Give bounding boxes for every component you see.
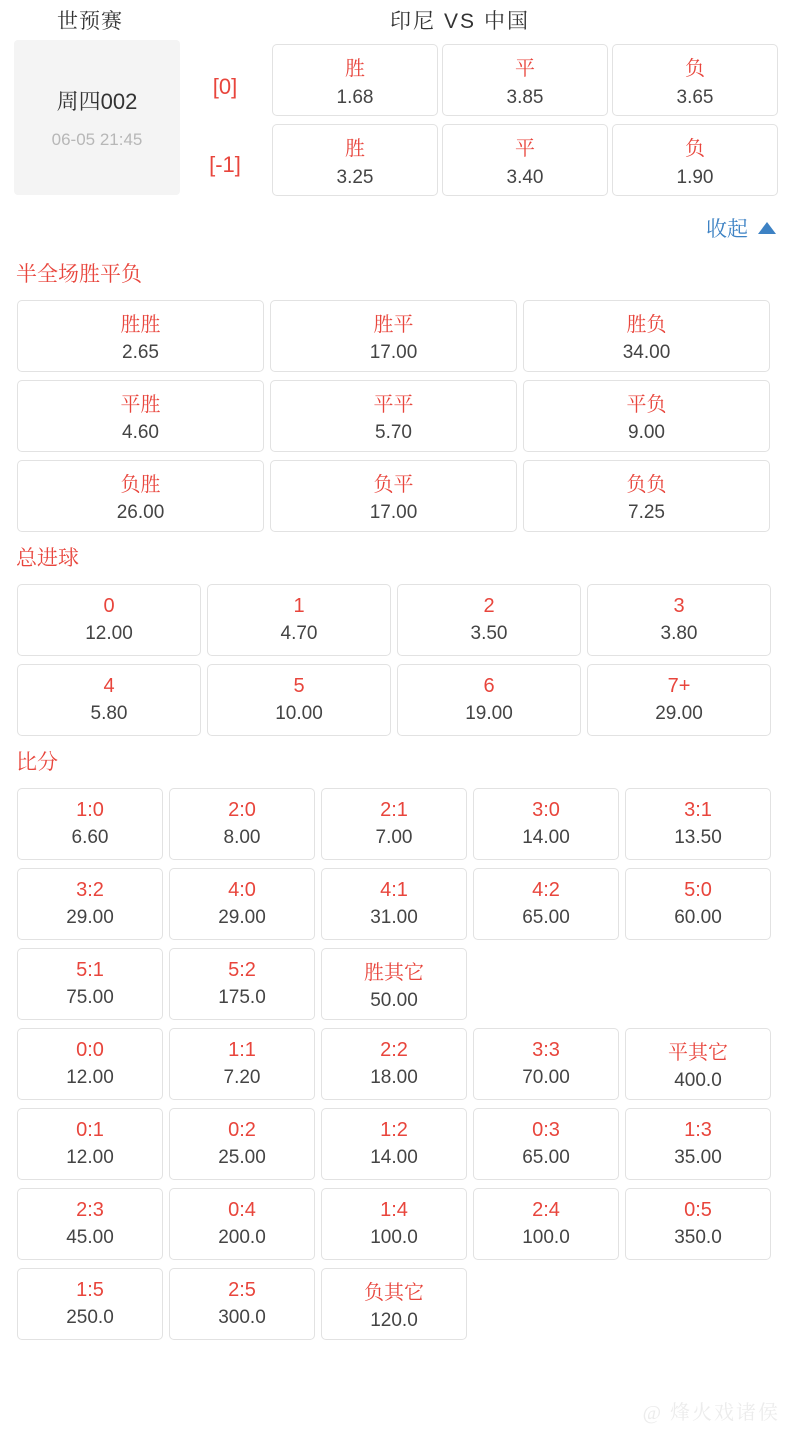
odds-label: 0:2 <box>228 1119 256 1141</box>
odds-option-cell[interactable] <box>397 664 581 736</box>
odds-option-cell[interactable] <box>625 1028 771 1100</box>
odds-option-cell[interactable] <box>625 1108 771 1180</box>
odds-label: 平其它 <box>668 1042 728 1064</box>
odds-label: 平 <box>515 57 535 80</box>
collapse-toggle[interactable] <box>0 204 800 252</box>
odds-option-cell[interactable] <box>169 948 315 1020</box>
matchup-title <box>180 5 800 35</box>
odds-label: 1:4 <box>380 1199 408 1221</box>
odds-label: 平胜 <box>120 394 161 416</box>
odds-value: 1.68 <box>336 86 374 108</box>
odds-option-cell[interactable] <box>17 460 264 532</box>
odds-value: 12.00 <box>85 623 133 644</box>
section-title: 比分 <box>16 751 58 774</box>
odds-label: 负 <box>685 57 705 80</box>
odds-cell-lose-1[interactable] <box>612 124 778 196</box>
odds-cell-win-0[interactable] <box>272 44 438 116</box>
odds-value: 65.00 <box>522 907 570 928</box>
collapse-label: 收起 <box>706 218 748 241</box>
odds-label: 平负 <box>626 394 667 416</box>
section-grid <box>0 296 800 536</box>
main-odds-block <box>0 40 800 204</box>
odds-label: 1:3 <box>684 1119 712 1141</box>
odds-label: 5:1 <box>76 959 104 981</box>
odds-value: 25.00 <box>218 1147 266 1168</box>
odds-label: 0:5 <box>684 1199 712 1221</box>
odds-label: 胜平 <box>373 314 414 336</box>
odds-option-cell[interactable] <box>17 948 163 1020</box>
odds-label: 3:3 <box>532 1039 560 1061</box>
odds-value: 14.00 <box>522 827 570 848</box>
vs-label: VS <box>443 10 476 33</box>
odds-option-cell[interactable] <box>625 868 771 940</box>
odds-cell-draw-0[interactable] <box>442 44 608 116</box>
odds-option-cell[interactable] <box>473 788 619 860</box>
section-grid <box>0 784 800 1344</box>
odds-label: 5:0 <box>684 879 712 901</box>
odds-label: 2 <box>483 595 495 617</box>
odds-value: 300.0 <box>218 1307 266 1328</box>
match-info-card <box>14 40 180 195</box>
odds-option-cell[interactable] <box>17 868 163 940</box>
match-number: 周四002 <box>56 89 138 114</box>
away-team: 中国 <box>484 10 530 33</box>
odds-value: 14.00 <box>370 1147 418 1168</box>
odds-value: 250.0 <box>66 1307 114 1328</box>
section-grid <box>0 580 800 740</box>
odds-option-cell[interactable] <box>321 1028 467 1100</box>
odds-option-cell[interactable] <box>17 1188 163 1260</box>
odds-option-cell[interactable] <box>17 300 264 372</box>
odds-option-cell[interactable] <box>17 1108 163 1180</box>
odds-label: 4:2 <box>532 879 560 901</box>
odds-option-cell[interactable] <box>169 1188 315 1260</box>
odds-value: 70.00 <box>522 1067 570 1088</box>
odds-row-0 <box>270 40 780 120</box>
odds-label: 2:1 <box>380 799 408 821</box>
odds-option-cell[interactable] <box>587 664 771 736</box>
handicap-row-0: [0] <box>212 74 238 99</box>
odds-row-1 <box>270 120 780 200</box>
odds-label: 负其它 <box>364 1282 424 1304</box>
odds-value: 3.85 <box>506 86 544 108</box>
odds-option-cell[interactable] <box>523 300 770 372</box>
match-datetime: 06-05 21:45 <box>51 130 143 149</box>
odds-value: 13.50 <box>674 827 722 848</box>
odds-value: 17.00 <box>369 342 418 363</box>
odds-value: 100.0 <box>522 1227 570 1248</box>
odds-label: 4:0 <box>228 879 256 901</box>
odds-option-cell[interactable] <box>169 1108 315 1180</box>
odds-label: 4:1 <box>380 879 408 901</box>
chevron-up-icon <box>758 222 776 234</box>
odds-option-cell[interactable] <box>169 788 315 860</box>
odds-option-cell[interactable] <box>17 1028 163 1100</box>
odds-option-cell[interactable] <box>321 868 467 940</box>
odds-option-cell[interactable] <box>587 584 771 656</box>
odds-value: 35.00 <box>674 1147 722 1168</box>
odds-value: 3.25 <box>336 166 374 188</box>
odds-value: 31.00 <box>370 907 418 928</box>
odds-label: 负负 <box>626 474 667 496</box>
odds-label: 胜负 <box>626 314 667 336</box>
odds-label: 4 <box>103 675 115 697</box>
odds-option-cell[interactable] <box>17 584 201 656</box>
odds-option-cell[interactable] <box>321 1108 467 1180</box>
odds-option-cell[interactable] <box>270 460 517 532</box>
odds-option-cell[interactable] <box>625 1188 771 1260</box>
odds-value: 12.00 <box>66 1147 114 1168</box>
odds-option-cell[interactable] <box>270 300 517 372</box>
odds-label: 胜 <box>345 57 365 80</box>
odds-label: 负 <box>685 137 705 160</box>
odds-label: 胜其它 <box>364 962 424 984</box>
odds-value: 18.00 <box>370 1067 418 1088</box>
odds-value: 350.0 <box>674 1227 722 1248</box>
odds-label: 1 <box>293 595 305 617</box>
section-title: 总进球 <box>16 547 79 570</box>
odds-option-cell[interactable] <box>523 460 770 532</box>
odds-label: 2:2 <box>380 1039 408 1061</box>
odds-label: 0:1 <box>76 1119 104 1141</box>
odds-option-cell[interactable] <box>169 868 315 940</box>
odds-option-cell[interactable] <box>473 1188 619 1260</box>
odds-value: 19.00 <box>465 703 513 724</box>
odds-option-cell[interactable] <box>169 1268 315 1340</box>
handicap-column <box>180 40 270 204</box>
odds-value: 120.0 <box>370 1310 418 1331</box>
handicap-row-1: [-1] <box>209 152 241 177</box>
odds-option-cell[interactable] <box>473 1108 619 1180</box>
page-header <box>0 0 800 40</box>
markets-container <box>0 252 800 1344</box>
odds-value: 17.00 <box>369 502 418 523</box>
odds-label: 平 <box>515 137 535 160</box>
odds-value: 6.60 <box>71 827 109 848</box>
odds-option-cell[interactable] <box>473 868 619 940</box>
odds-value: 3.50 <box>470 623 508 644</box>
odds-option-cell[interactable] <box>17 1268 163 1340</box>
odds-value: 7.25 <box>628 502 665 523</box>
odds-value: 200.0 <box>218 1227 266 1248</box>
odds-label: 胜胜 <box>120 314 161 336</box>
odds-value: 7.00 <box>375 827 413 848</box>
odds-value: 1.90 <box>676 166 714 188</box>
odds-value: 5.70 <box>375 422 412 443</box>
odds-value: 29.00 <box>655 703 703 724</box>
odds-value: 2.65 <box>122 342 159 363</box>
odds-option-cell[interactable] <box>207 584 391 656</box>
home-team: 印尼 <box>389 10 436 33</box>
odds-label: 6 <box>483 675 495 697</box>
odds-option-cell[interactable] <box>321 788 467 860</box>
odds-label: 0:0 <box>76 1039 104 1061</box>
odds-option-cell[interactable] <box>169 1028 315 1100</box>
odds-option-cell[interactable] <box>270 380 517 452</box>
odds-value: 5.80 <box>90 703 128 724</box>
odds-value: 12.00 <box>66 1067 114 1088</box>
odds-label: 负胜 <box>120 474 161 496</box>
odds-label: 0:3 <box>532 1119 560 1141</box>
odds-cell-draw-1[interactable] <box>442 124 608 196</box>
odds-value: 29.00 <box>218 907 266 928</box>
odds-label: 1:0 <box>76 799 104 821</box>
odds-option-cell[interactable] <box>17 664 201 736</box>
odds-label: 0:4 <box>228 1199 256 1221</box>
odds-value: 65.00 <box>522 1147 570 1168</box>
odds-value: 3.80 <box>660 623 698 644</box>
odds-value: 400.0 <box>674 1070 722 1091</box>
odds-option-cell[interactable] <box>523 380 770 452</box>
odds-option-cell[interactable] <box>207 664 391 736</box>
odds-value: 175.0 <box>218 987 266 1008</box>
odds-label: 2:5 <box>228 1279 256 1301</box>
odds-value: 34.00 <box>622 342 671 363</box>
grid-spacer <box>473 948 619 1020</box>
odds-label: 3:0 <box>532 799 560 821</box>
odds-label: 1:2 <box>380 1119 408 1141</box>
league-name: 世预赛 <box>57 10 123 33</box>
odds-label: 3:1 <box>684 799 712 821</box>
odds-option-cell[interactable] <box>17 380 264 452</box>
odds-label: 2:0 <box>228 799 256 821</box>
odds-option-cell[interactable] <box>17 788 163 860</box>
odds-label: 5:2 <box>228 959 256 981</box>
odds-label: 平平 <box>373 394 414 416</box>
odds-value: 26.00 <box>116 502 165 523</box>
odds-option-cell[interactable] <box>397 584 581 656</box>
odds-value: 3.40 <box>506 166 544 188</box>
main-odds-grid <box>270 40 780 200</box>
grid-spacer <box>625 948 771 1020</box>
odds-label: 0 <box>103 595 115 617</box>
grid-spacer <box>625 1268 771 1340</box>
odds-value: 100.0 <box>370 1227 418 1248</box>
odds-value: 4.60 <box>122 422 159 443</box>
odds-label: 5 <box>293 675 305 697</box>
odds-label: 7+ <box>667 675 691 697</box>
odds-value: 50.00 <box>370 990 418 1011</box>
odds-option-cell[interactable] <box>321 1268 467 1340</box>
odds-value: 75.00 <box>66 987 114 1008</box>
odds-label: 2:3 <box>76 1199 104 1221</box>
odds-value: 9.00 <box>628 422 665 443</box>
odds-cell-lose-0[interactable] <box>612 44 778 116</box>
odds-label: 1:1 <box>228 1039 256 1061</box>
odds-value: 3.65 <box>676 86 714 108</box>
odds-value: 45.00 <box>66 1227 114 1248</box>
odds-value: 29.00 <box>66 907 114 928</box>
odds-option-cell[interactable] <box>625 788 771 860</box>
odds-label: 2:4 <box>532 1199 560 1221</box>
odds-label: 负平 <box>373 474 414 496</box>
section-title: 半全场胜平负 <box>16 263 142 286</box>
odds-value: 10.00 <box>275 703 323 724</box>
odds-label: 1:5 <box>76 1279 104 1301</box>
grid-spacer <box>473 1268 619 1340</box>
odds-label: 3 <box>673 595 685 617</box>
odds-label: 3:2 <box>76 879 104 901</box>
odds-option-cell[interactable] <box>321 1188 467 1260</box>
odds-value: 8.00 <box>223 827 261 848</box>
odds-value: 60.00 <box>674 907 722 928</box>
odds-option-cell[interactable] <box>473 1028 619 1100</box>
watermark: @ 烽火戏诸侯 <box>642 1402 780 1424</box>
odds-cell-win-1[interactable] <box>272 124 438 196</box>
odds-label: 胜 <box>345 137 365 160</box>
odds-value: 7.20 <box>223 1067 261 1088</box>
odds-option-cell[interactable] <box>321 948 467 1020</box>
odds-value: 4.70 <box>280 623 318 644</box>
